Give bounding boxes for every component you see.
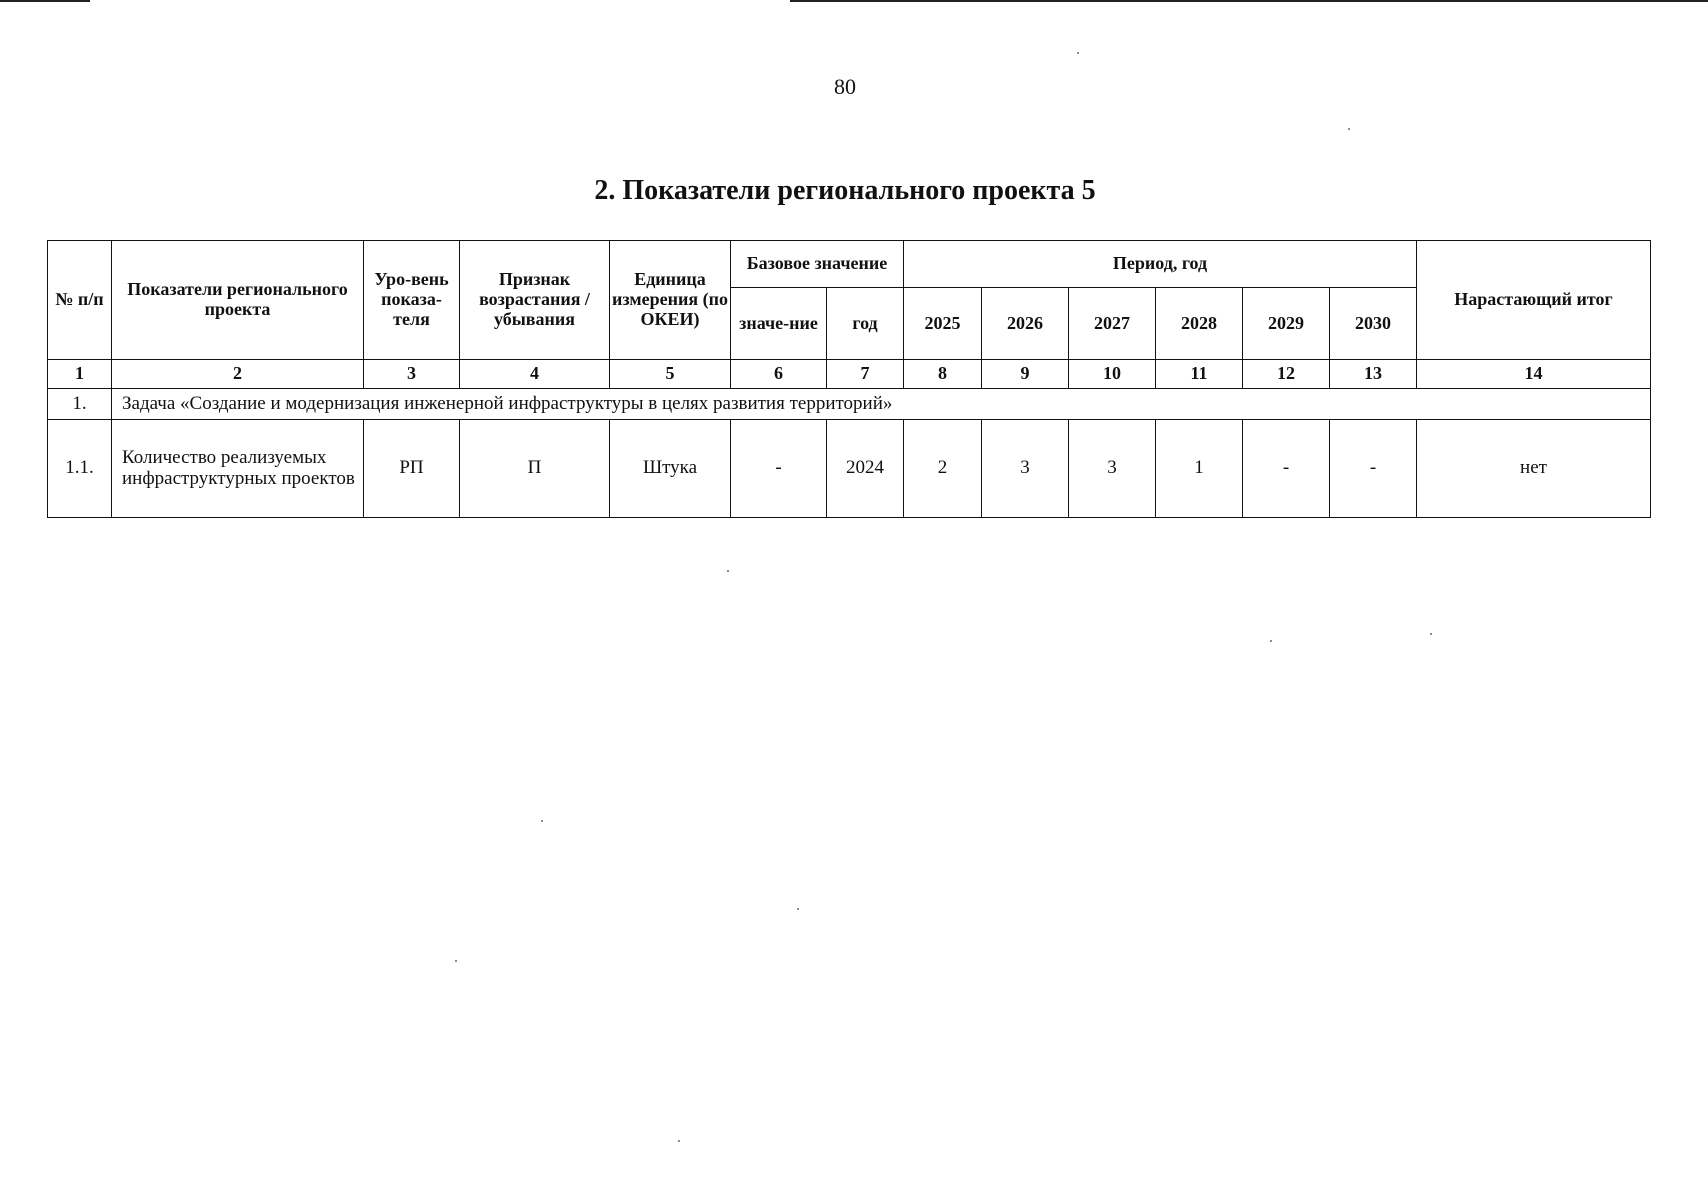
header-period-group: Период, год [904,241,1417,288]
row-year-value: 3 [982,420,1069,518]
row-unit: Штука [610,420,731,518]
row-base-year: 2024 [827,420,904,518]
row-cumulative: нет [1417,420,1651,518]
column-number: 13 [1330,360,1417,389]
header-year: 2025 [904,288,982,360]
header-num: № п/п [48,241,112,360]
task-text: Задача «Создание и модернизация инженерной инфраструктуры в целях развития территорий» [112,389,1651,420]
header-row [48,241,1651,288]
scan-speck [455,960,457,962]
row-year-value: 2 [904,420,982,518]
header-cumulative: Нарастающий итог [1417,241,1651,360]
column-number: 1 [48,360,112,389]
header-unit: Единица измерения (по ОКЕИ) [610,241,731,360]
row-base-value: - [731,420,827,518]
scan-speck [1348,128,1350,130]
column-number: 9 [982,360,1069,389]
column-number: 14 [1417,360,1651,389]
column-number: 4 [460,360,610,389]
header-base-year: год [827,288,904,360]
scan-speck [727,570,729,572]
header-year: 2026 [982,288,1069,360]
scan-speck [1430,633,1432,635]
row-year-value: - [1243,420,1330,518]
scan-speck [541,820,543,822]
row-num: 1.1. [48,420,112,518]
header-sign: Признак возрастания / убывания [460,241,610,360]
header-base-group: Базовое значение [731,241,904,288]
column-number: 3 [364,360,460,389]
scan-speck [678,1140,680,1142]
column-number: 10 [1069,360,1156,389]
row-year-value: - [1330,420,1417,518]
column-number: 2 [112,360,364,389]
header-year: 2029 [1243,288,1330,360]
row-year-value: 1 [1156,420,1243,518]
indicators-table [47,240,1651,518]
row-level: РП [364,420,460,518]
column-number: 11 [1156,360,1243,389]
column-number: 8 [904,360,982,389]
column-number-row [48,360,1651,389]
row-year-value: 3 [1069,420,1156,518]
column-number: 12 [1243,360,1330,389]
table-row [48,420,1651,518]
page-number: 80 [834,74,856,99]
header-indicator: Показатели регионального проекта [112,241,364,360]
header-year: 2030 [1330,288,1417,360]
row-sign: П [460,420,610,518]
row-indicator: Количество реализуемых инфраструктурных проектов [112,420,364,518]
scan-speck [797,908,799,910]
page-title: 2. Показатели регионального проекта 5 [594,175,1096,206]
header-year: 2027 [1069,288,1156,360]
header-base-value: значе-ние [731,288,827,360]
column-number: 7 [827,360,904,389]
header-year: 2028 [1156,288,1243,360]
column-number: 6 [731,360,827,389]
scan-speck [1077,52,1079,54]
task-row [48,389,1651,420]
task-num: 1. [48,389,112,420]
scan-speck [1270,640,1272,642]
header-level: Уро-вень показа-теля [364,241,460,360]
column-number: 5 [610,360,731,389]
scan-edge-line [790,0,1708,2]
scan-edge-line [0,0,90,2]
